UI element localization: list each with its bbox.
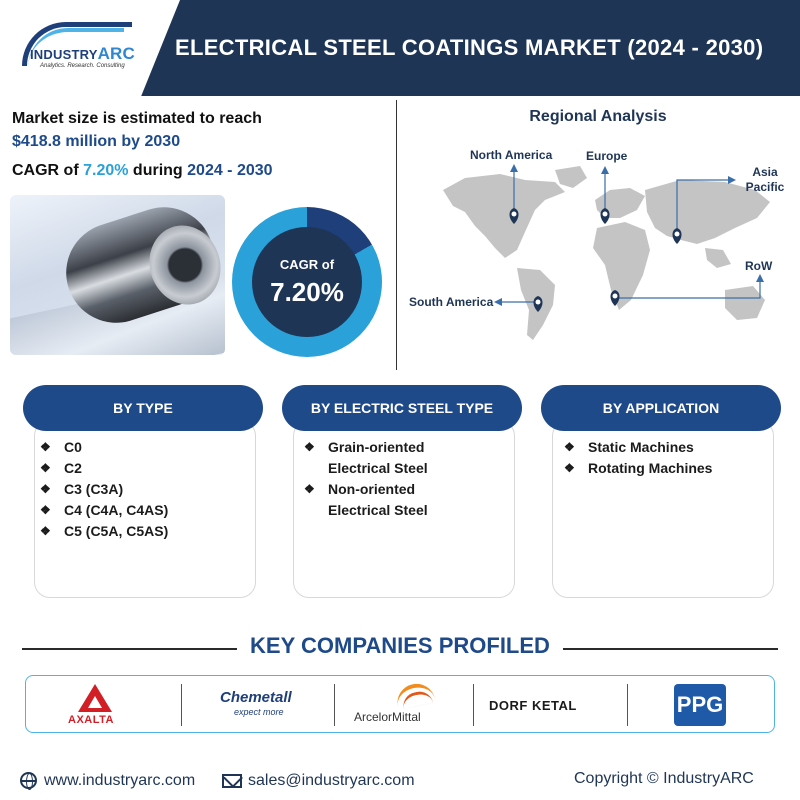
pin-asia xyxy=(673,228,682,244)
diamond-bullet-icon: ❖ xyxy=(304,482,315,496)
greenland-shape xyxy=(555,166,587,188)
logo-divider xyxy=(181,684,182,726)
key-companies-rule-right xyxy=(563,648,778,650)
copyright-text: Copyright © IndustryARC xyxy=(574,770,754,787)
market-size-value: $418.8 million by 2030 xyxy=(12,133,181,150)
logo-divider xyxy=(627,684,628,726)
vertical-divider xyxy=(396,100,397,370)
list-item: ❖ C4 (C4A, C4AS) xyxy=(34,500,244,521)
key-companies-title: KEY COMPANIES PROFILED xyxy=(250,633,550,658)
region-south-america: South America xyxy=(409,295,494,309)
ppg-logo[interactable] xyxy=(674,676,734,734)
market-size-text: Market size is estimated to reach xyxy=(12,110,262,127)
cagr-donut xyxy=(232,207,382,357)
logo-tagline: Analytics. Research. Consulting xyxy=(40,63,125,69)
application-list xyxy=(558,437,768,479)
arcelormittal-name: ArcelorMittal xyxy=(354,710,421,724)
africa-shape xyxy=(593,222,650,310)
list-item: ❖ C3 (C3A) xyxy=(34,479,244,500)
cagr-donut-label: CAGR of xyxy=(279,257,335,272)
sa-arrowhead xyxy=(494,298,502,306)
page-title: ELECTRICAL STEEL COATINGS MARKET (2024 - 2030) xyxy=(175,35,764,60)
region-europe: Europe xyxy=(586,149,628,163)
cagr-text: CAGR of 7.20% during 2024 - 2030 xyxy=(12,162,273,179)
diamond-bullet-icon: ❖ xyxy=(304,440,315,454)
diamond-bullet-icon: ❖ xyxy=(564,461,575,475)
chemetall-name: Chemetall xyxy=(220,689,292,706)
eu-arrowhead xyxy=(601,166,609,174)
axalta-a-notch xyxy=(88,696,102,708)
logo-divider xyxy=(473,684,474,726)
globe-icon xyxy=(20,772,37,789)
list-item: ❖ Rotating Machines xyxy=(558,458,768,479)
list-item: ❖ C5 (C5A, C5AS) xyxy=(34,521,244,542)
na-arrowhead xyxy=(510,164,518,172)
ppg-name: PPG xyxy=(674,684,726,726)
diamond-bullet-icon: ❖ xyxy=(564,440,575,454)
list-item: ❖ Grain-oriented Electrical Steel xyxy=(304,439,428,476)
diamond-bullet-icon: ❖ xyxy=(40,524,51,538)
website-link[interactable]: www.industryarc.com xyxy=(44,772,196,789)
mail-icon xyxy=(222,774,242,788)
cagr-donut-value: 7.20% xyxy=(270,277,344,307)
email-link[interactable]: sales@industryarc.com xyxy=(248,772,415,789)
region-asia-pacific: Asia Pacific xyxy=(745,165,785,194)
row-arrowhead xyxy=(756,274,764,282)
footer xyxy=(0,760,800,800)
southeast-asia-shape xyxy=(705,248,731,268)
diamond-bullet-icon: ❖ xyxy=(40,503,51,517)
industryarc-logo[interactable] xyxy=(22,22,162,74)
region-north-america: North America xyxy=(470,148,553,162)
cagr-donut-center xyxy=(252,227,362,337)
axalta-logo[interactable] xyxy=(56,676,166,734)
chemetall-tagline: expect more xyxy=(234,707,284,717)
north-america-shape xyxy=(443,174,565,258)
apac-arrowhead xyxy=(728,176,736,184)
category-header-type: BY TYPE xyxy=(23,385,263,431)
dorf-ketal-logo[interactable] xyxy=(489,676,619,734)
axalta-name: AXALTA xyxy=(68,714,114,726)
diamond-bullet-icon: ❖ xyxy=(40,461,51,475)
type-list xyxy=(34,437,244,542)
logo-divider xyxy=(334,684,335,726)
region-row: RoW xyxy=(745,259,773,273)
list-item: ❖ C2 xyxy=(34,458,244,479)
arcelormittal-logo[interactable] xyxy=(354,676,464,734)
header xyxy=(0,0,800,96)
category-header-application: BY APPLICATION xyxy=(541,385,781,431)
pin-europe xyxy=(601,208,610,224)
category-header-steel-type: BY ELECTRIC STEEL TYPE xyxy=(282,385,522,431)
steel-type-list xyxy=(298,437,478,521)
list-item: ❖ Static Machines xyxy=(558,437,768,458)
list-item: ❖ C0 xyxy=(34,437,244,458)
diamond-bullet-icon: ❖ xyxy=(40,482,51,496)
logo-text: INDUSTRYARC xyxy=(30,44,136,63)
dorf-ketal-name: DORF KETAL xyxy=(489,698,577,713)
company-logo-strip xyxy=(25,675,775,733)
regional-analysis-title: Regional Analysis xyxy=(529,108,667,125)
steel-coil-image xyxy=(10,195,225,355)
diamond-bullet-icon: ❖ xyxy=(40,440,51,454)
key-companies-rule-left xyxy=(22,648,237,650)
chemetall-logo[interactable] xyxy=(220,676,330,734)
australia-shape xyxy=(725,286,765,320)
list-item: ❖ Non-oriented Electrical Steel xyxy=(304,481,428,518)
